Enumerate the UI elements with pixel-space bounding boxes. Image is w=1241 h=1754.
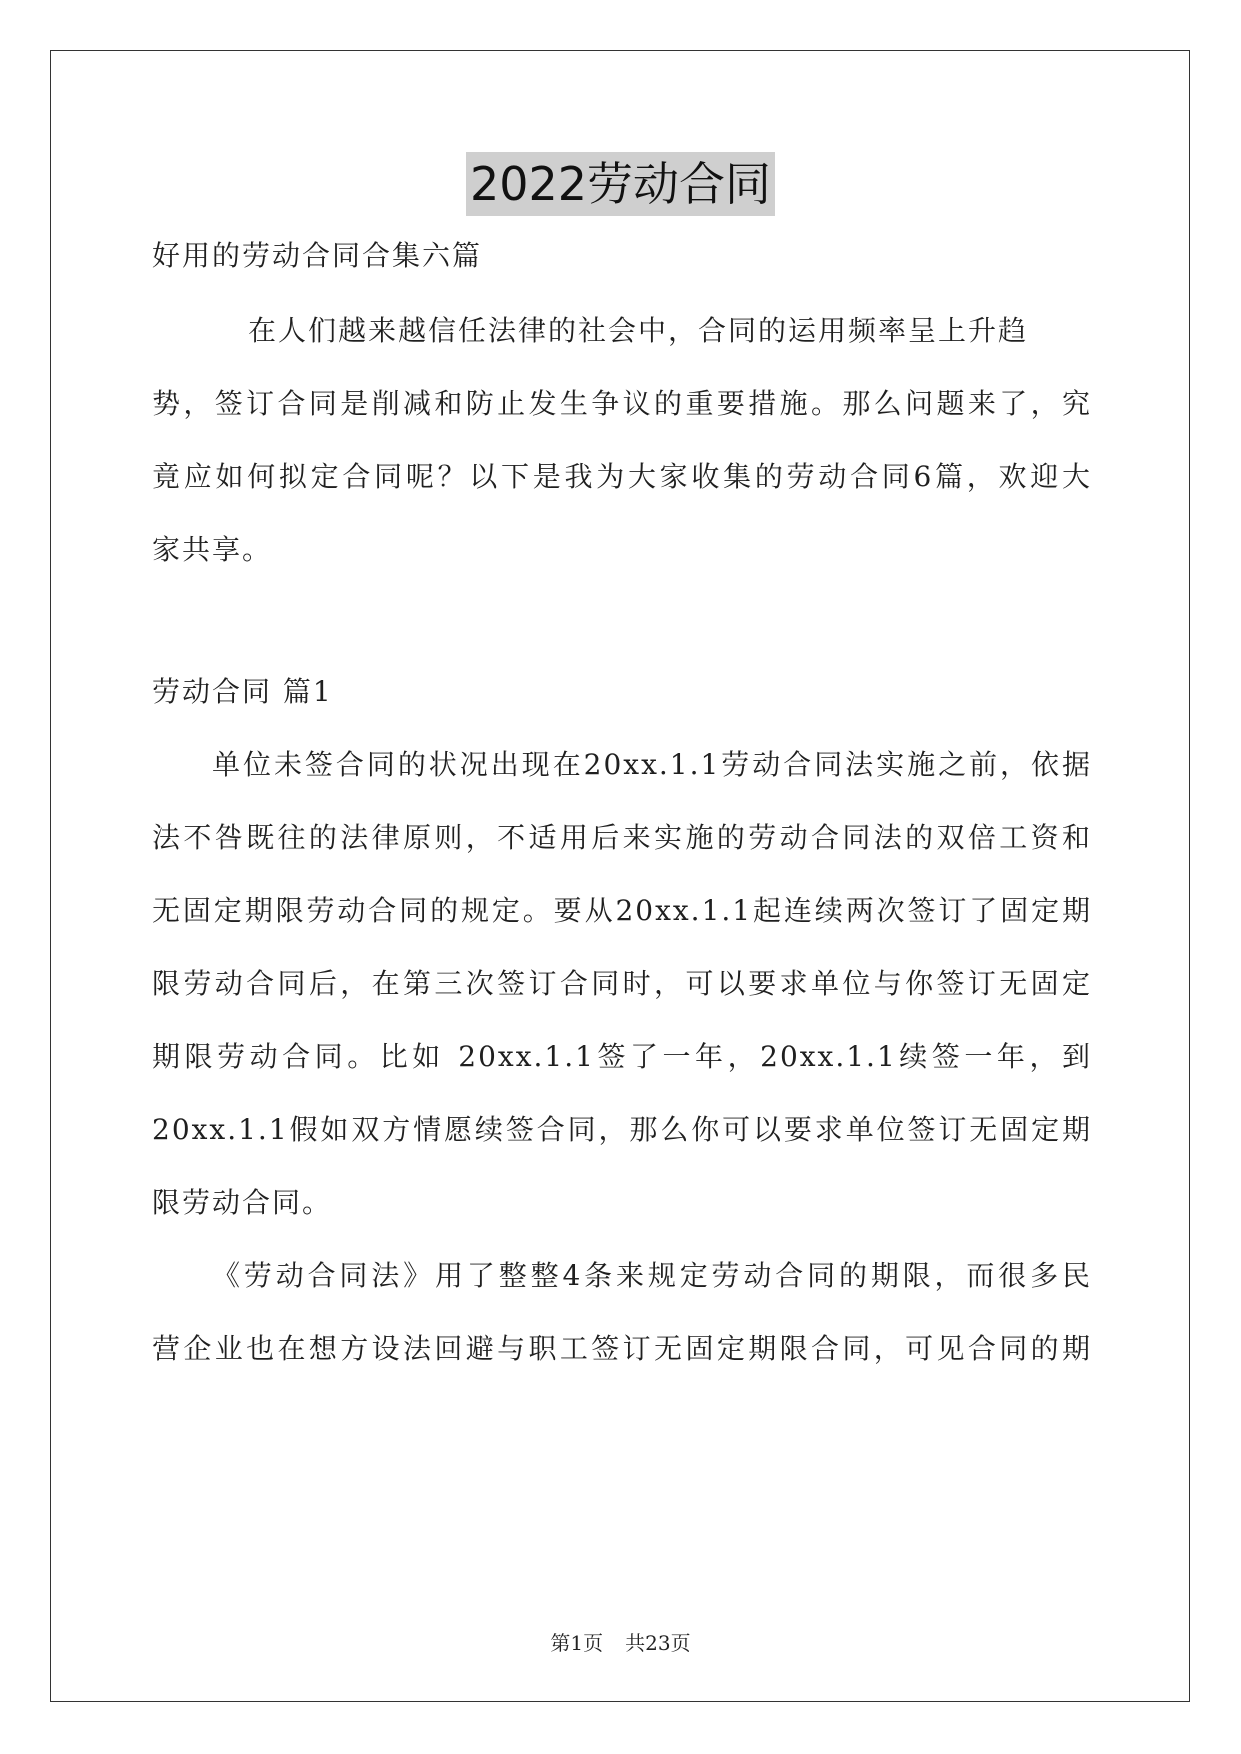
page-number: 第1页: [550, 1631, 604, 1655]
intro-line: 势，签订合同是削减和防止发生争议的重要措施。那么问题来了，究: [152, 387, 1092, 420]
paragraph-line: 20xx.1.1假如双方情愿续签合同，那么你可以要求单位签订无固定期: [152, 1113, 1092, 1146]
paragraph-line: 单位未签合同的状况出现在20xx.1.1劳动合同法实施之前，依据: [212, 748, 1092, 781]
intro-line: 竟应如何拟定合同呢？以下是我为大家收集的劳动合同6篇，欢迎大: [152, 460, 1092, 493]
page-footer: [0, 1630, 1241, 1656]
paragraph-line: 法不咎既往的法律原则，不适用后来实施的劳动合同法的双倍工资和: [152, 821, 1092, 854]
document-title: 2022劳动合同: [466, 152, 775, 216]
document-subtitle: 好用的劳动合同合集六篇: [152, 239, 483, 272]
paragraph-line: 无固定期限劳动合同的规定。要从20xx.1.1起连续两次签订了固定期: [152, 894, 1092, 927]
page-border: [50, 50, 1190, 1702]
paragraph-line: 期限劳动合同。比如 20xx.1.1签了一年，20xx.1.1续签一年，到: [152, 1040, 1092, 1073]
paragraph-line: 营企业也在想方设法回避与职工签订无固定期限合同，可见合同的期: [152, 1332, 1092, 1365]
intro-line: 家共享。: [152, 533, 273, 566]
paragraph-line: 限劳动合同后，在第三次签订合同时，可以要求单位与你签订无固定: [152, 967, 1092, 1000]
paragraph-line: 限劳动合同。: [152, 1186, 333, 1219]
page-total: 共23页: [625, 1631, 691, 1655]
title-container: [0, 152, 1241, 216]
section-heading: 劳动合同 篇1: [152, 675, 333, 708]
paragraph-line: 《劳动合同法》用了整整4条来规定劳动合同的期限，而很多民: [212, 1259, 1092, 1292]
intro-line: 在人们越来越信任法律的社会中，合同的运用频率呈上升趋: [248, 314, 1029, 347]
